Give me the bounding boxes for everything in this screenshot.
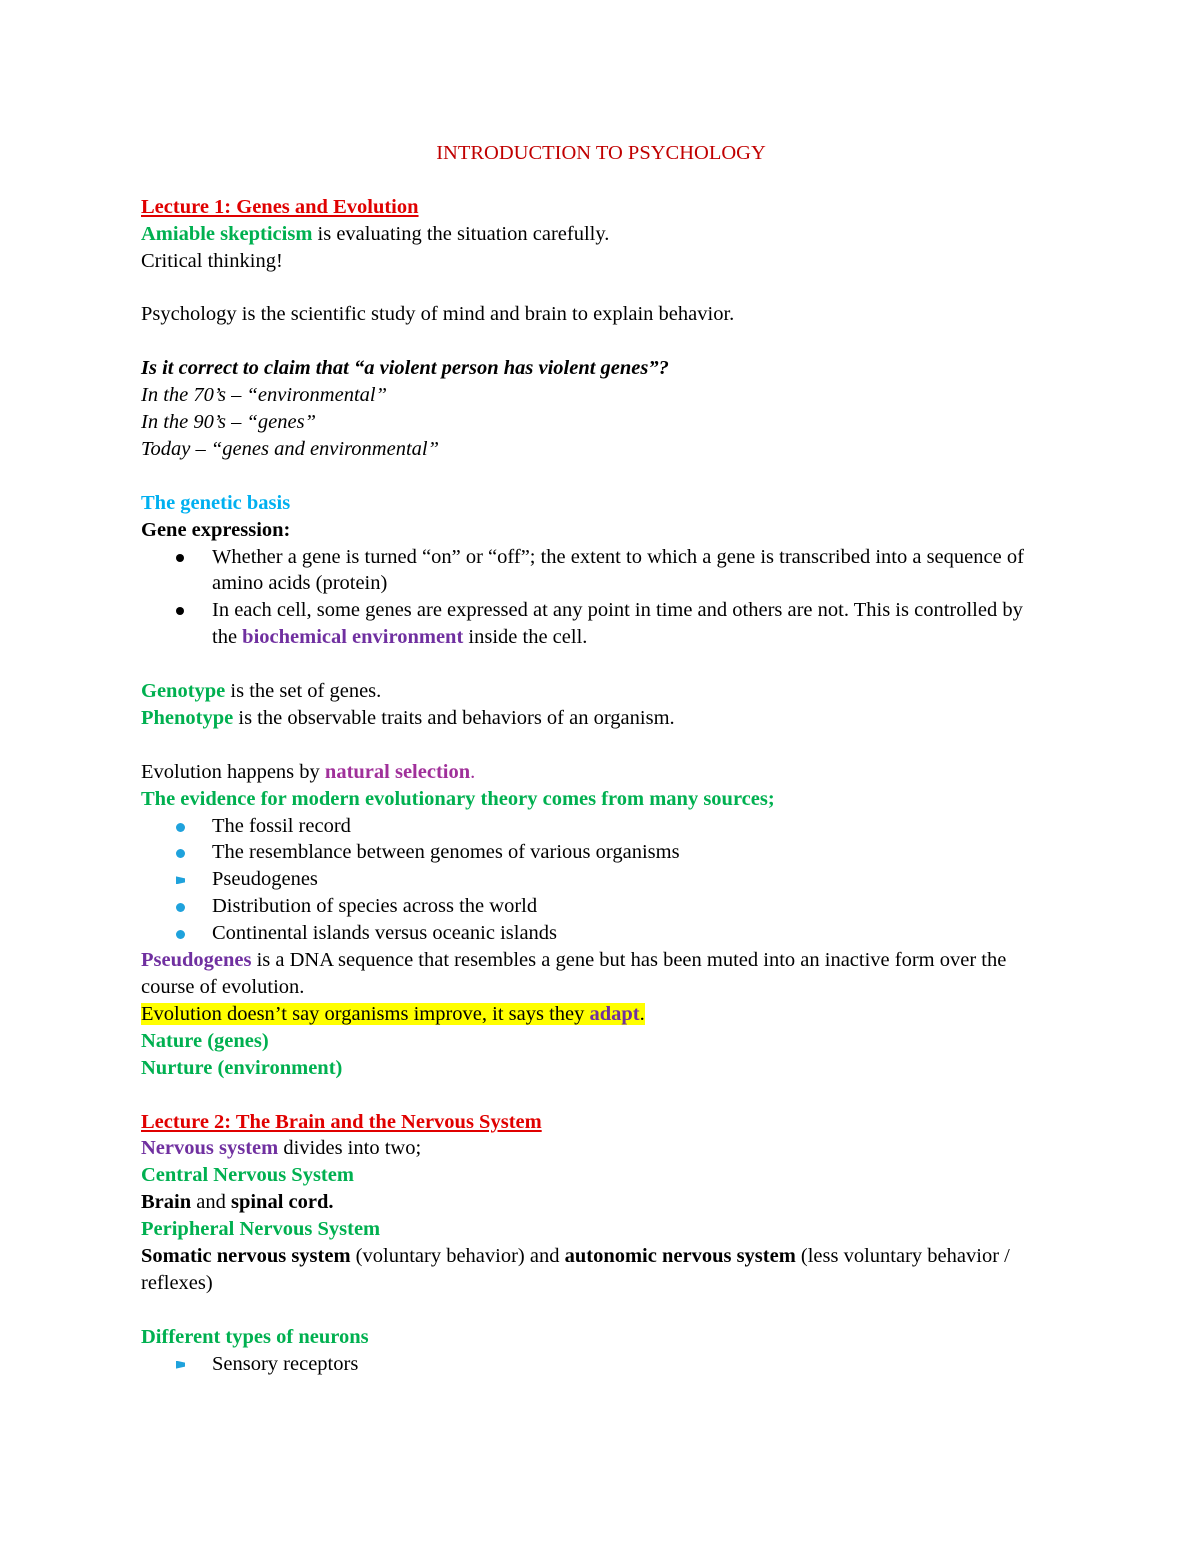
brain-term: Brain bbox=[141, 1191, 192, 1214]
spacer bbox=[141, 1082, 1061, 1109]
pseudogenes-rest: is a DNA sequence that resembles a gene but has been muted into an inactive form over the course of evolution. bbox=[141, 949, 1007, 998]
list-item bbox=[212, 597, 1032, 651]
genotype-term: Genotype bbox=[141, 680, 226, 703]
spacer bbox=[141, 275, 1061, 302]
bullet-icon bbox=[176, 823, 185, 832]
list-item-text: Distribution of species across the world bbox=[212, 895, 538, 918]
genotype-rest: is the set of genes. bbox=[225, 680, 382, 703]
pseudogenes-term: Pseudogenes bbox=[141, 949, 252, 972]
list-item-text: The fossil record bbox=[212, 814, 351, 837]
amiable-rest: is evaluating the situation carefully. bbox=[312, 222, 610, 245]
nervous-system-term: Nervous system bbox=[141, 1137, 279, 1160]
list-item-text: Continental islands versus oceanic islands bbox=[212, 922, 558, 945]
adapt-post: . bbox=[639, 1002, 645, 1025]
neurons-heading: Different types of neurons bbox=[141, 1325, 369, 1348]
evolution-line bbox=[141, 759, 1061, 786]
spacer bbox=[141, 732, 1061, 759]
list-item-text: Whether a gene is turned “on” or “off”; the extent to which a gene is transcribed into a sequence of amino acids (protein) bbox=[212, 545, 1024, 595]
brain-line bbox=[141, 1189, 1061, 1216]
pns-heading: Peripheral Nervous System bbox=[141, 1218, 381, 1241]
biochemical-term: biochemical environment bbox=[242, 626, 464, 649]
autonomic-term: autonomic nervous system bbox=[564, 1245, 796, 1268]
spacer bbox=[141, 167, 1061, 194]
gene-expression-heading: Gene expression: bbox=[141, 518, 291, 541]
amiable-line bbox=[141, 221, 1061, 248]
list-item bbox=[212, 813, 1061, 840]
amiable-term: Amiable skepticism bbox=[141, 222, 313, 245]
evidence-list bbox=[141, 813, 1061, 948]
list-item bbox=[212, 920, 1061, 947]
spinal-term: spinal cord. bbox=[230, 1191, 334, 1214]
brain-mid: and bbox=[191, 1191, 231, 1214]
bullet-icon bbox=[176, 554, 184, 562]
spacer bbox=[141, 651, 1061, 678]
autonomic-rest: (less voluntary behavior / reflexes) bbox=[141, 1245, 1010, 1294]
pseudogenes-definition bbox=[141, 947, 1061, 1001]
spacer bbox=[141, 328, 1061, 355]
list-item-text: Pseudogenes bbox=[212, 868, 318, 891]
bullet-icon bbox=[176, 876, 185, 884]
phenotype-line bbox=[141, 705, 1061, 732]
bullet-icon bbox=[176, 849, 185, 858]
bullet-icon bbox=[176, 1361, 185, 1369]
adapt-term: adapt bbox=[589, 1002, 640, 1025]
era-70s: In the 70’s – “environmental” bbox=[141, 384, 387, 407]
genotype-line bbox=[141, 678, 1061, 705]
spacer bbox=[141, 463, 1061, 490]
gene-expression-list bbox=[141, 544, 1061, 652]
list-item-text: The resemblance between genomes of various organisms bbox=[212, 841, 680, 864]
nurture-line: Nurture (environment) bbox=[141, 1056, 343, 1079]
neuron-list bbox=[141, 1351, 1061, 1378]
critical-thinking: Critical thinking! bbox=[141, 249, 283, 272]
phenotype-rest: is the observable traits and behaviors of an organism. bbox=[233, 706, 675, 729]
list-item bbox=[212, 866, 1061, 893]
document-title: INTRODUCTION TO PSYCHOLOGY bbox=[436, 142, 766, 164]
list-item-text: In each cell, some genes are expressed at any point in time and others are not. This is controlled by the bbox=[212, 599, 1023, 649]
list-item-text: Sensory receptors bbox=[212, 1352, 359, 1375]
adapt-line bbox=[141, 1001, 1061, 1028]
list-item bbox=[212, 1351, 1061, 1378]
era-90s: In the 90’s – “genes” bbox=[141, 411, 317, 434]
nature-line: Nature (genes) bbox=[141, 1029, 269, 1052]
lecture-2-heading: Lecture 2: The Brain and the Nervous System bbox=[141, 1110, 542, 1133]
evidence-heading: The evidence for modern evolutionary theory comes from many sources; bbox=[141, 787, 775, 810]
somatic-rest: (voluntary behavior) and bbox=[350, 1245, 565, 1268]
list-item-text: inside the cell. bbox=[463, 626, 588, 649]
list-item bbox=[212, 893, 1061, 920]
phenotype-term: Phenotype bbox=[141, 706, 234, 729]
somatic-term: Somatic nervous system bbox=[141, 1245, 351, 1268]
cns-heading: Central Nervous System bbox=[141, 1164, 354, 1187]
natural-selection-term: natural selection bbox=[324, 760, 471, 783]
bullet-icon bbox=[176, 607, 184, 615]
bullet-icon bbox=[176, 930, 185, 939]
list-item bbox=[212, 839, 1061, 866]
spacer bbox=[141, 1297, 1061, 1324]
violent-genes-question: Is it correct to claim that “a violent person has violent genes”? bbox=[141, 357, 669, 380]
evolution-pre: Evolution happens by bbox=[141, 760, 325, 783]
nervous-system-rest: divides into two; bbox=[278, 1137, 422, 1160]
list-item bbox=[212, 544, 1032, 598]
evolution-post: . bbox=[470, 760, 476, 783]
psychology-definition: Psychology is the scientific study of mind and brain to explain behavior. bbox=[141, 303, 735, 326]
lecture-1-heading: Lecture 1: Genes and Evolution bbox=[141, 195, 419, 218]
document-page bbox=[141, 140, 1061, 1378]
genetic-basis-heading: The genetic basis bbox=[141, 491, 291, 514]
adapt-pre: Evolution doesn’t say organisms improve, it says they bbox=[141, 1002, 590, 1025]
bullet-icon bbox=[176, 903, 185, 912]
nervous-system-line bbox=[141, 1135, 1061, 1162]
somatic-line bbox=[141, 1243, 1061, 1297]
era-today: Today – “genes and environmental” bbox=[141, 437, 440, 460]
